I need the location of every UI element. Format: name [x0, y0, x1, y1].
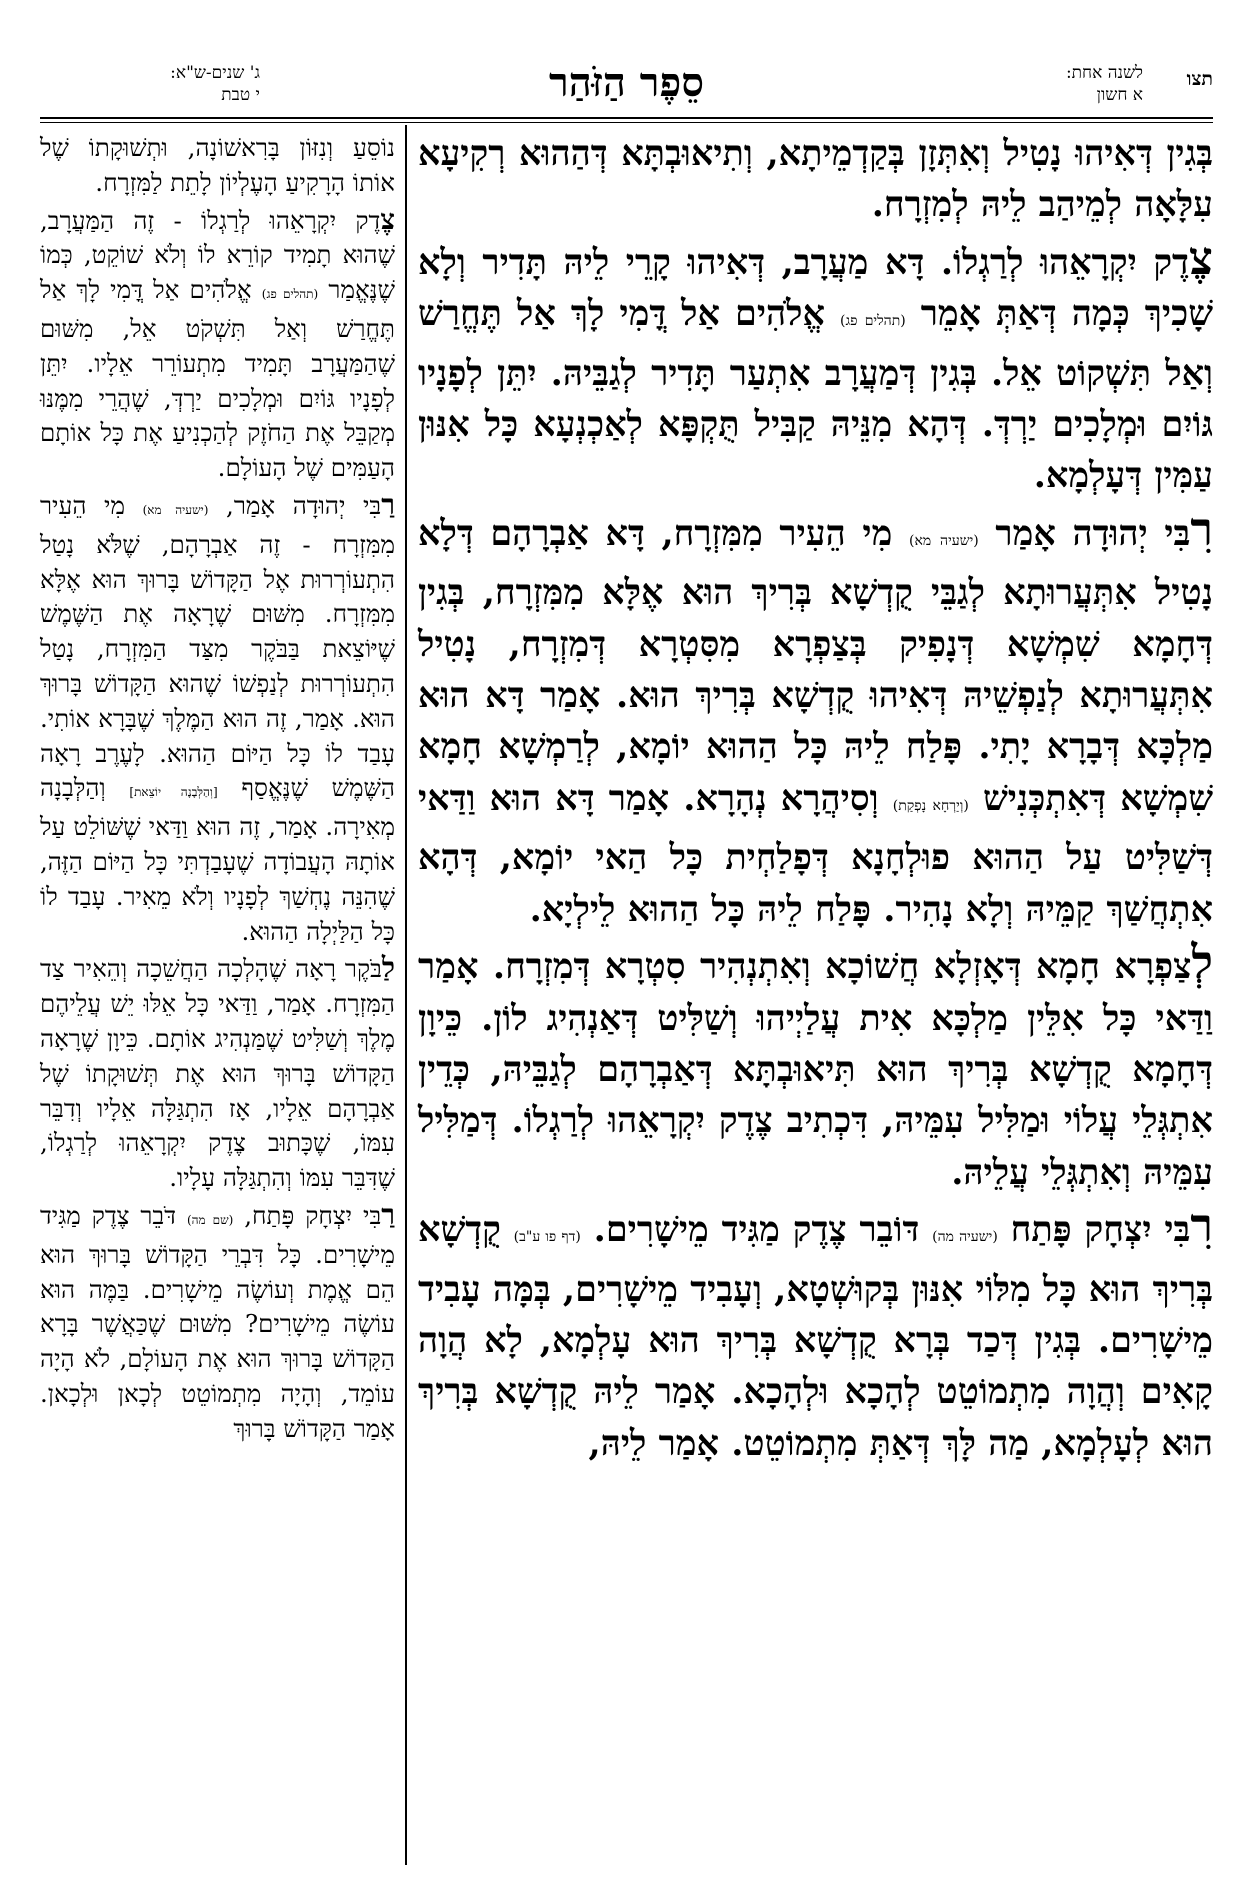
- schedule-three-years-date: י טבת: [221, 85, 260, 105]
- paragraph-text: בִּי יִצְחָק פָּתַח,: [244, 1200, 382, 1230]
- schedule-one-year-date: א חשון: [1096, 85, 1143, 105]
- paragraph-text: בִּי יְהוּדָה אָמַר,: [226, 490, 382, 520]
- main-paragraph: [418, 128, 1213, 231]
- paragraph-text: אֱלֹהִים אַל דֳּמִי לָךְ אַל תֶּחֱרַשׁ וְאַל תִּשְׁקוֹט אֵל. בְּגִין דְּמַעֲרָב אִתְעַר תָּדִיר לְגַבֵּיהּ. יִתֵּן לְפָנָיו גּוֹיִם וּמְלָכִים יַרְדְּ. דְּהָא מִנֵּיהּ קַבִּיל תֻּקְפָּא לְאַכְנְעָא כָּל אִנּוּן עַמִּין דְּעָלְמָא.: [418, 293, 1213, 497]
- main-paragraph: [418, 1200, 1213, 1469]
- translation-paragraph: [40, 203, 395, 486]
- page-reference: (דף פו ע"ב): [513, 1229, 581, 1246]
- paragraph-text: דֹּבֵר צֶדֶק מַגִּיד מֵישָׁרִים. כָּל דִּבְרֵי הַקָּדוֹשׁ בָּרוּךְ הוּא הֵם אֱמֶת וְעוֹשֶׂה מֵישָׁרִים. בַּמֶּה הוּא עוֹשֶׂה מֵישָׁרִים? מִשּׁוּם שֶׁכַּאֲשֶׁר בָּרָא הַקָּדוֹשׁ בָּרוּךְ הוּא אֶת הָעוֹלָם, לֹא הָיָה עוֹמֵד, וְהָיָה מִתְמוֹטֵט לְכָאן וּלְכָאן. אָמַר הַקָּדוֹשׁ בָּרוּךְ: [40, 1200, 395, 1443]
- verse-source: (תהלים פג): [261, 287, 319, 302]
- initial-letters: רַ: [381, 1197, 396, 1231]
- paragraph-text: דּוֹבֵר צֶדֶק מַגִּיד מֵישָׁרִים.: [593, 1209, 920, 1251]
- header-rule: [40, 117, 1213, 119]
- initial-letters: רַ: [381, 487, 395, 521]
- paragraph-text: אֱלֹהִים אַל דֳּמִי לָךְ אַל תֶּחֱרַשׁ וְאַל תִּשְׁקֹט אֵל, מִשּׁוּם שֶׁהַמַּעֲרָב תָּמִיד מִתְעוֹרֵר אֵלָיו. יִתֵּן לְפָנָיו גּוֹיִם וּמְלָכִים יַרְדְּ, שֶׁהֲרֵי מִמֶּנּוּ מְקַבֵּל אֶת הַחֹזֶק לְהַכְנִיעַ אֶת כָּל אוֹתָם הָעַמִּים שֶׁל הָעוֹלָם.: [40, 275, 395, 483]
- translation-paragraph: [40, 131, 395, 201]
- variant-note: (וְיַרְחָא נָפְקַת): [892, 797, 969, 814]
- schedule-one-year-label: לשנה אחת:: [1065, 63, 1143, 83]
- schedule-three-years: [60, 62, 260, 106]
- paragraph-text: דֶק יִקְרָאֵהוּ לְרַגְלוֹ. דָּא מַעֲרָב, דְּאִיהוּ קָרֵי לֵיהּ תָּדִיר וְלָא שָׁכִיךְ כְּמָה דְּאַתְּ אָמֵר: [418, 241, 1213, 335]
- main-paragraph: [418, 501, 1214, 935]
- paragraph-text: בְּגִין דְּאִיהוּ נָטִיל וְאִתְּזָן בְּקַדְמֵיתָא, וְתִיאוּבְתָּא דְּהַהוּא רְקִיעָא עִלָּאָה לְמֵיהַב לֵיהּ לְמִזְרָח.: [418, 133, 1213, 226]
- translation-paragraph: [40, 488, 395, 949]
- header-rule-thin: [40, 122, 1213, 123]
- paragraph-text: וְסִיהֲרָא נְהָרָא. אָמַר דָּא הוּא וַדַּאי דְּשַׁלִּיט עַל הַהוּא פוּלְחָנָא דְּפָלַחְית כָּל הַאי יוֹמָא, דְּהָא אִתְחֲשַׁךְ קַמֵּיהּ וְלָא נָהִיר. פָּלַח לֵיהּ כָּל הַהוּא לֵילְיָא.: [418, 777, 1213, 930]
- verse-source: (ישעיה מה): [932, 1229, 998, 1246]
- paragraph-text: בִּי יְהוּדָה אָמַר: [995, 512, 1191, 554]
- main-text-column: [418, 128, 1213, 1471]
- paragraph-text: צַפְרָא חָמָא דְּאָזְלָא חֲשׁוֹכָא וְאִתְנְהִיר סִטְרָא דְּמִזְרָח. אָמַר וַדַּאי כָּל אִלֵּין מַלְכָּא אִית עֲלַיְיהוּ וְשַׁלִּיט דְּאַנְהִיג לוֹן. כֵּיוָן דְּחָמָא קֻדְשָׁא בְּרִיךְ הוּא תִּיאוּבְתָּא דְּאַבְרָהָם לְגַבֵּיהּ, כְּדֵין אִתְגְּלֵי עֲלוֹי וּמַלִּיל עִמֵּיהּ, דִּכְתִיב צֶדֶק יִקְרָאֵהוּ לְרַגְלוֹ. דְּמַלִּיל עִמֵּיהּ וְאִתְגְּלֵי עֲלֵיהּ.: [418, 946, 1213, 1193]
- translation-paragraph: [40, 1198, 395, 1447]
- paragraph-text: מִי הֵעִיר מִמִּזְרָח, דָּא אַבְרָהָם דְּלָא נָטִיל אִתְּעֲרוּתָא לְגַבֵּי קֻדְשָׁא בְּרִיךְ הוּא אֶלָּא מִמִּזְרָח, בְּגִין דְּחָמָא שִׁמְשָׁא דְּנָפִיק בְּצַפְרָא מִסִּטְרָא דְּמִזְרָח, נָטִיל אִתְּעֲרוּתָא לְנַפְשֵׁיהּ דְּאִיהוּ קֻדְשָׁא בְּרִיךְ הוּא. אָמַר דָּא הוּא מַלְכָּא דְּבָרָא יָתִי. פָּלַח לֵיהּ כָּל הַהוּא יוֹמָא, לְרַמְשָׁא חָמָא שִׁמְשָׁא דְּאִתְכְּנִישׁ: [418, 512, 1213, 819]
- initial-letters: לַ: [381, 951, 395, 985]
- paragraph-text: וְהַלְּבָנָה מְאִירָה. אָמַר, זֶה הוּא וַדַּאי שֶׁשּׁוֹלֵט עַל אוֹתָהּ הָעֲבוֹדָה שֶׁעָבַדְתִּי כָּל הַיּוֹם הַזֶּה, שֶׁהִנֵּה נֶחְשַׁךְ לְפָנָיו וְלֹא מֵאִיר. עָבַד לוֹ כָּל הַלַּיְלָה הַהוּא.: [40, 773, 395, 946]
- paragraph-text: בִּי יִצְחָק פָּתַח: [1010, 1209, 1191, 1251]
- initial-letters: לְ: [1191, 935, 1213, 990]
- paragraph-text: מִי הֵעִיר מִמִּזְרָח - זֶה אַבְרָהָם, שֶׁלֹּא נָטַל הִתְעוֹרְרוּת אֶל הַקָּדוֹשׁ בָּרוּךְ הוּא אֶלָּא מִמִּזְרָח. מִשּׁוּם שֶׁרָאָה אֶת הַשֶּׁמֶשׁ שֶׁיּוֹצֵאת בַּבֹּקֶר מִצַּד הַמִּזְרָח, נָטַל הִתְעוֹרְרוּת לְנַפְשׁוֹ שֶׁהוּא הַקָּדוֹשׁ בָּרוּךְ הוּא. אָמַר, זֶה הוּא הַמֶּלֶךְ שֶׁבָּרָא אוֹתִי. עָבַד לוֹ כָּל הַיּוֹם הַהוּא. לָעֶרֶב רָאָה הַשֶּׁמֶשׁ שֶׁנֶּאֱסַף: [40, 490, 395, 803]
- paragraph-text: נוֹסֵעַ וְנִזּוֹן בָּרִאשׁוֹנָה, וּתְשׁוּקָתוֹ שֶׁל אוֹתוֹ הָרָקִיעַ הָעֶלְיוֹן לָתֵת לַמִּזְרָח.: [40, 133, 395, 197]
- main-paragraph: [418, 937, 1213, 1198]
- variant-note: [וְהַלְּבָנָה יוֹצֵאת]: [129, 785, 218, 800]
- page-header: [40, 58, 1213, 120]
- verse-source: (ישעיה מא): [142, 502, 209, 517]
- column-divider: [405, 125, 407, 1865]
- paragraph-text: בֹּקֶר רָאָה שֶׁהָלְכָה הַחֲשֵׁכָה וְהֵאִיר צַד הַמִּזְרָח. אָמַר, וַדַּאי כָּל אֵלּוּ יֵשׁ עֲלֵיהֶם מֶלֶךְ וְשַׁלִּיט שֶׁמַּנְהִיג אוֹתָם. כֵּיוָן שֶׁרָאָה הַקָּדוֹשׁ בָּרוּךְ הוּא אֶת תְּשׁוּקָתוֹ שֶׁל אַבְרָהָם אֵלָיו, אָז הִתְגַּלָּה אֵלָיו וְדִבֵּר עִמּוֹ, שֶׁכָּתוּב צֶדֶק יִקְרָאֵהוּ לְרַגְלוֹ, שֶׁדִּבֵּר עִמּוֹ וְהִתְגַּלָּה עָלָיו.: [40, 954, 395, 1193]
- initial-letters: צֶ: [1188, 230, 1213, 285]
- paragraph-text: דֶק יִקְרָאֵהוּ לְרַגְלוֹ - זֶה הַמַּעֲרָב, שֶׁהוּא תָמִיד קוֹרֵא לוֹ וְלֹא שׁוֹקֵט, כְּמוֹ שֶׁנֶּאֱמַר: [40, 205, 395, 305]
- initial-letters: רִ: [1190, 501, 1214, 556]
- book-title: סֵפֶר הַזֹּהַר: [549, 59, 704, 106]
- page-number: תצו: [1186, 68, 1213, 90]
- schedule-three-years-label: ג' שנים-ש"א:: [170, 63, 260, 83]
- main-paragraph: [418, 230, 1213, 502]
- verse-source: (שם מה): [186, 1212, 234, 1227]
- initial-letters: רִ: [1190, 1198, 1214, 1253]
- initial-letters: צֶ: [380, 202, 395, 236]
- translation-column: [40, 131, 395, 1448]
- verse-source: (תהלים פג): [840, 313, 906, 330]
- verse-source: (ישעיה מא): [908, 532, 979, 549]
- translation-paragraph: [40, 951, 395, 1196]
- paragraph-text: קֻדְשָׁא בְּרִיךְ הוּא כָּל מִלּוֹי אִנּוּן בְּקוּשְׁטָא, וְעָבִיד מֵישָׁרִים, בְּמָּה עָבִיד מֵישָׁרִים. בְּגִין דְּכַד בְּרָא קֻדְשָׁא בְּרִיךְ הוּא עָלְמָא, לָא הֲוָה קָאִים וְהֲוָה מִתְמוֹטֵט לְהָכָא וּלְהָכָא. אָמַר לֵיהּ קֻדְשָׁא בְּרִיךְ הוּא לְעָלְמָא, מַה לָּךְ דְּאַתְּ מִתְמוֹטֵט. אָמַר לֵיהּ,: [418, 1209, 1213, 1464]
